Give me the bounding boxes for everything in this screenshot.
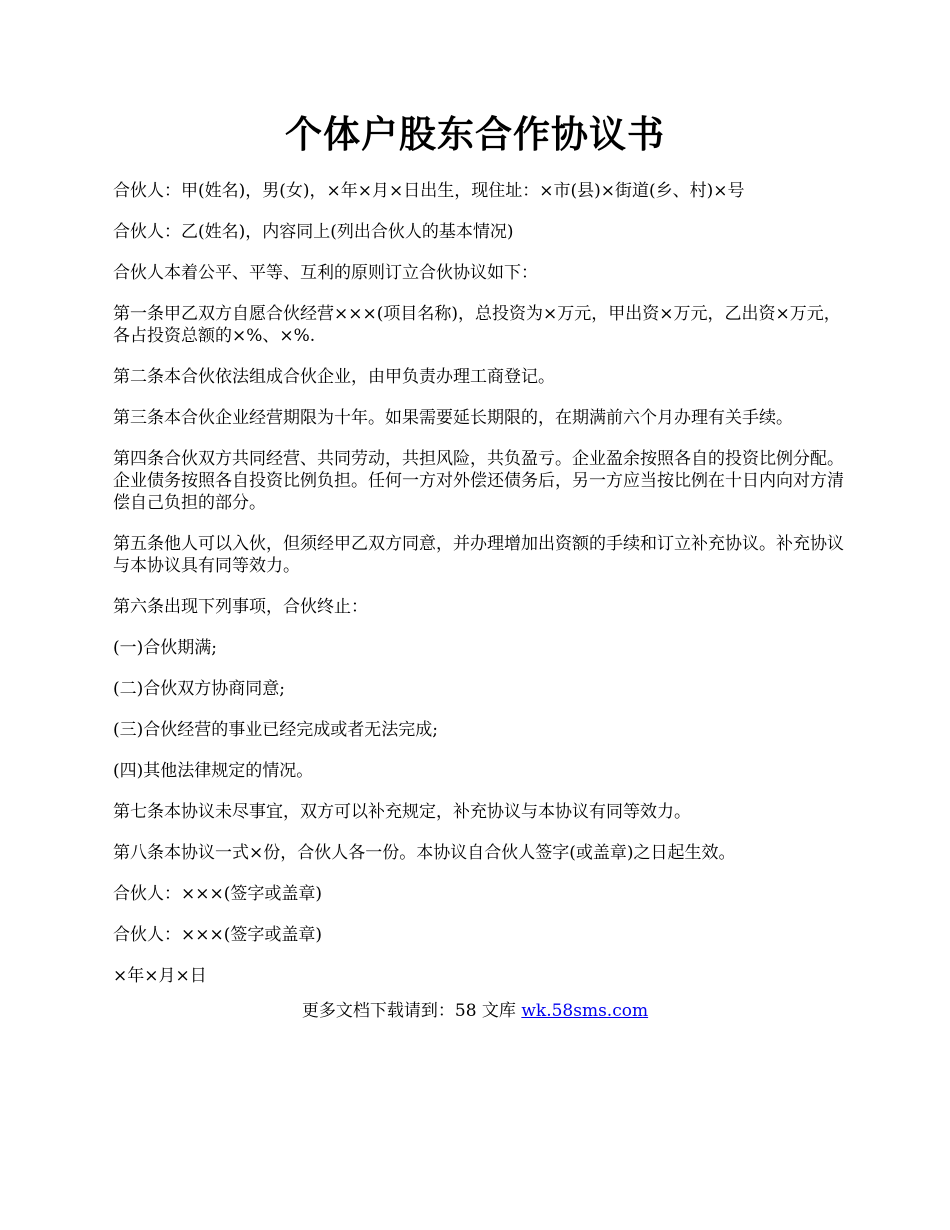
document-title: 个体户股东合作协议书 xyxy=(285,112,665,156)
preamble: 合伙人本着公平、平等、互利的原则订立合伙协议如下： xyxy=(113,263,538,283)
footer xyxy=(0,1000,950,1022)
article-8: 第八条本协议一式×份，合伙人各一份。本协议自合伙人签字(或盖章)之日起生效。 xyxy=(113,843,736,863)
article-6-item-4: (四)其他法律规定的情况。 xyxy=(113,761,314,781)
document-body xyxy=(113,180,853,1006)
article-1: 第一条甲乙双方自愿合伙经营×××(项目名称)，总投资为×万元，甲出资×万元，乙出资×万元，各占投资总额的×%、×%. xyxy=(113,304,841,346)
signature-line-1: 合伙人：×××(签字或盖章) xyxy=(113,884,322,904)
party-a-info: 合伙人：甲(姓名)，男(女)，×年×月×日出生，现住址：×市(县)×街道(乡、村)×号 xyxy=(113,181,745,201)
article-6-item-2: (二)合伙双方协商同意; xyxy=(113,679,285,699)
article-6: 第六条出现下列事项，合伙终止： xyxy=(113,597,368,617)
signature-line-2: 合伙人：×××(签字或盖章) xyxy=(113,925,322,945)
party-b-info: 合伙人：乙(姓名)，内容同上(列出合伙人的基本情况) xyxy=(113,222,514,242)
article-6-item-1: (一)合伙期满; xyxy=(113,638,217,658)
article-5: 第五条他人可以入伙，但须经甲乙双方同意，并办理增加出资额的手续和订立补充协议。补充协议与本协议具有同等效力。 xyxy=(113,534,844,576)
article-4: 第四条合伙双方共同经营、共同劳动，共担风险，共负盈亏。企业盈余按照各自的投资比例分配。企业债务按照各自投资比例负担。任何一方对外偿还债务后，另一方应当按比例在十日内向对方清偿自己负担的部分。 xyxy=(113,449,844,513)
article-3: 第三条本合伙企业经营期限为十年。如果需要延长期限的，在期满前六个月办理有关手续。 xyxy=(113,408,793,428)
footer-link[interactable]: wk.58sms.com xyxy=(521,1001,649,1021)
footer-text: 更多文档下载请到：58 文库 xyxy=(301,1001,522,1021)
article-2: 第二条本合伙依法组成合伙企业，由甲负责办理工商登记。 xyxy=(113,367,555,387)
date-line: ×年×月×日 xyxy=(113,966,207,986)
article-6-item-3: (三)合伙经营的事业已经完成或者无法完成; xyxy=(113,720,438,740)
article-7: 第七条本协议未尽事宜，双方可以补充规定，补充协议与本协议有同等效力。 xyxy=(113,802,691,822)
